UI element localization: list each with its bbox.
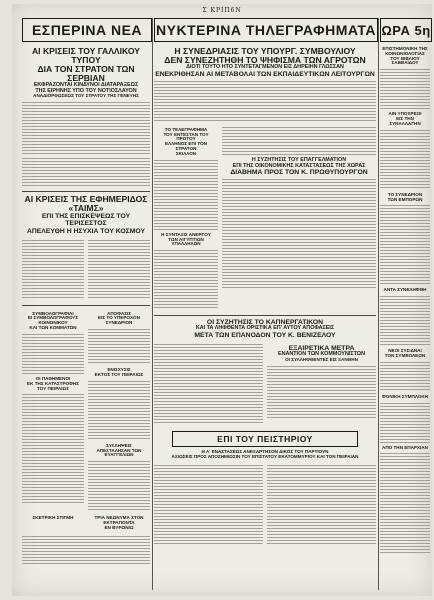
- economic-situation-headline: Η ΣΥΖΗΤΗΣΙΣ ΤΟΥ ΕΠΑΓΓΕΛΜΑΤΙΟΝ ΕΠΙ ΤΗΣ ΟΙΚΟΝΟΜΙΚΗΣ ΚΑΤΑΣΤΑΣΕΩΣ ΤΗΣ ΧΩΡΑΣ ΔΙΑΒΗΜΑ ΠΡΟΣ ΤΟΝ Κ. ΠΡΩΘΥΠΟΥΡΓΟΝ: [230, 156, 368, 177]
- divider: [22, 191, 150, 192]
- hour-banner: ΩΡΑ 5η: [380, 18, 432, 42]
- boxed-headline: ΕΠΙ ΤΟΥ ΠΕΙΣΤΗΡΙΟΥ: [172, 431, 358, 447]
- center-column: [154, 44, 376, 590]
- telegram-headline: ΤΟ ΤΕΛΕΓΡΑΦΗΜΑ ΤΟΥ ΕΝΤΕΣΤΑΝ ΤΟΥ ΠΡΩΤΟΥ ΕΛΛΗΝΟΣ ΕΠΙ ΤΟΝ ΣΤΡΑΤΟΝ ΣΚΙΛΛΟΝ: [163, 126, 209, 156]
- night-telegrams-banner: ΝΥΚΤΕΡΙΝΑ ΤΗΛΕΓΡΑΦΗΜΑΤΑ: [154, 18, 378, 42]
- two-column-briefs: [22, 309, 150, 514]
- right-column: [380, 44, 430, 590]
- cabinet-meeting-headline: Η ΣΥΝΕΔΡΙΑΣΙΣ ΤΟΥ ΥΠΟΥΡΓ. ΣΥΜΒΟΥΛΙΟΥ ΔΕΝ ΣΥΝΕΖΗΤΗΘΗ ΤΟ ΨΗΦΙΣΜΑ ΤΩΝ ΑΓΡΟΤΩΝ ΔΙΟΤΙ ΤΟΥΤΟ ΗΤΟ ΣΥΝΤΕΤΑΓΜΕΝΟΝ ΕΙΣ ΔΗΡΕΙΗΝ ΓΛΩΣΣΑΝ ΕΝΕΚΡΙΘΗΣΑΝ ΑΙ ΜΕΤΑΒΟΛΑΙ ΤΩΝ ΕΚΠΑΙΔΕΥΤΙΚΩΝ ΛΕΙΤΟΥΡΓΩΝ: [155, 46, 375, 78]
- article-body: [154, 81, 376, 123]
- page-folio: Σ ΚΡΙΠ6Ν: [202, 7, 242, 14]
- divider: [154, 315, 376, 316]
- brief-headline: ΕΠΙΣΤΗΜΟΝΙΚΗ ΤΗΣ ΚΟΙΝΩΝΙΟΛΟΓΙΑΣ ΤΟΥ ΒΙΒΛΙΟΥ ΣΑΒΒΑΪΔΟΥ: [382, 46, 428, 66]
- brief-headline: ΑΙΝ ΥΠΟΧΡΕΟΙ ΕΙΣ ΤΗΝ ΣΥΝΑΛΛΑΓΗΝ: [388, 111, 422, 126]
- brief-headline: ΦΟΝΙΚΗ ΣΥΜΠΛΟΚΗ: [382, 393, 428, 399]
- egypt-clerks-headline: Η ΣΥΝΤΑΞΙΣ ΑΝΕΡΓΟΥ ΤΩΝ ΑΙΓΥΠΤΙΩΝ ΥΠΑΛΛΗΛΩΝ: [161, 231, 211, 247]
- left-column: [22, 44, 150, 590]
- brief-headline: ΤΟ ΣΥΝΕΔΡΙΟΝ ΤΩΝ ΕΜΠΟΡΩΝ: [387, 191, 423, 202]
- evening-news-banner: ΕΣΠΕΡΙΝΑ ΝΕΑ: [22, 18, 152, 42]
- column-rule: [378, 18, 379, 590]
- brief-headline: ΣΚΕΤΡΙΚΗ ΣΤΙΓΜΗ: [32, 515, 74, 521]
- column-rule: [152, 18, 153, 590]
- brief-headline: ΕΝΙΣΧΥΣΙΣ ΕΚΤΟΣ ΤΟΥ ΠΕΙΡΑΙΩΣ: [94, 367, 144, 377]
- two-column-text: [22, 238, 150, 302]
- brief-headline: ΑΠΟ ΤΗΝ ΕΠΑΡΧΙΑΝ: [382, 444, 428, 450]
- footer-briefs: [22, 513, 150, 533]
- divider: [22, 305, 150, 306]
- piraeus-headline: Η Α' ΕΝΑΣΤΑΣΕΩΣ ΑΝΕΞΑΡΤΗΣΟΝ ΔΙΚΟΣ ΤΟΥ ΠΑΡΤΙΟΥΝ ΑΞΙΩΣΕΙΣ ΠΡΟΣ ΑΠΟΖΗΜΙΩΣΙΝ ΤΟΥ ΕΠΙΣΤΑΤΟΥ ΕΚΑΤΟΜΜΥΡΙΟΥ ΚΑΙ ΤΟΝ ΠΕΙΡΑΙΑΝ: [171, 449, 359, 459]
- brief-headline: ΤΡΙΑ ΝΕΩΝΥΜΑ ΣΤΟΝ ΕΚΤΡΑΠΟΝΤΑ ΕΝ ΒΥΡΩΝΙΩ: [94, 515, 144, 530]
- brief-headline: ΣΥΜΒΟΛΟΓΡΑΦΙΑΙ ΕΙ ΣΥΜΒΟΛΟΓΡΑΦΟΥΣ ΚΟΙΝΩΝΙΚΟΥ ΚΑΙ ΤΩΝ ΚΟΜΜΑΤΩΝ: [27, 310, 79, 331]
- article-body: [22, 102, 150, 156]
- brief-headline: ΑΝΤΑ ΣΥΝΕΛΗΦΘΗ: [383, 287, 427, 293]
- times-headline: ΑΙ ΚΡΙΣΕΙΣ ΤΗΣ ΕΦΗΜΕΡΙΔΟΣ «ΤΑΙΜΣ» ΕΠΙ ΤΗΣ ΕΠΙΣΚΕΨΕΩΣ ΤΟΥ ΤΕΡΙΣΕΣΤΟΣ ΑΠΕΛΕΥΘΗ Η ΗΣΥΧΙΑ ΤΟΥ ΚΟΣΜΟΥ: [24, 194, 148, 235]
- communists-measures-headline: ΕΞΑΙΡΕΤΙΚΑ ΜΕΤΡΑ ΕΝΑΝΤΙΟΝ ΤΩΝ ΚΟΜΜΟΥΝΙΣΤΩΝ ΟΙ ΣΥΛΛΗΦΘΕΝΤΕΣ ΕΙΣ ΞΑΝΘΗΝ: [277, 345, 366, 362]
- tobacco-workers-headline: ΟΙ ΣΥΖΗΤΗΣΙΣ ΤΟ ΚΑΠΝΕΡΓΑΤΙΚΟΝ ΚΑΙ ΤΑ ΛΗΦΘΕΝΤΑ ΟΡΙΣΤΙΚΑ ΕΠ' ΑΥΤΟΥ ΑΠΟΦΑΣΕΙΣ ΜΕΤΑ ΤΩΝ ΕΠΑΝΟΔΟΝ ΤΟΥ Κ. ΒΕΝΙΖΕΛΟΥ: [194, 319, 336, 339]
- french-press-headline: ΑΙ ΚΡΙΣΕΙΣ ΤΟΥ ΓΑΛΛΙΚΟΥ ΤΥΠΟΥ ΔΙΑ ΤΟΝ ΣΤΡΑΤΟΝ ΤΩΝ ΣΕΡΒΙΑΝ ΕΚΦΡΑΖΟΝΤΑΙ ΚΙΝΔΥΝΟΙ ΔΙΑΤΑΡΑΞΕΩΣ ΤΗΣ ΕΙΡΗΝΗΣ ΥΠΟ ΤΟΥ ΝΟΤΙΟΣΛΑΥΟΝ ΑΝΑΔΙΟΡΘΩΣΕΩΣ ΤΟΥ ΣΤΡΑΤΟΥ ΤΗΣ ΓΕΝΕΥΗΣ: [31, 46, 141, 99]
- brief-headline: ΑΠΟΦΑΣΙΣ ΕΙΣ ΤΟ ΥΠΕΡΟΧΟΝ ΣΥΝΕΔΡΙΟΝ: [98, 310, 140, 326]
- article-body: [22, 158, 150, 188]
- brief-headline: ΟΙ ΠΑΘΗΜΕΝΟΙ ΕΚ ΤΗΣ ΚΑΤΑΣΤΡΟΦΗΣ ΤΟΥ ΠΕΙΡΑΙΩΣ: [27, 375, 79, 391]
- brief-headline: ΣΥΛΛΗΨΕΙΣ ΑΠΕΣΤΑΛΗΣΑΝ ΤΩΝ ΕΥΑΓΓΕΛΙΩΝ: [96, 442, 142, 458]
- newspaper-page: [12, 4, 432, 596]
- brief-headline: ΝΕΟΙ ΣΥΣΙΔΝΑΙ ΤΟΝ ΣΥΜΒΟΛΕΩΝ: [384, 348, 426, 358]
